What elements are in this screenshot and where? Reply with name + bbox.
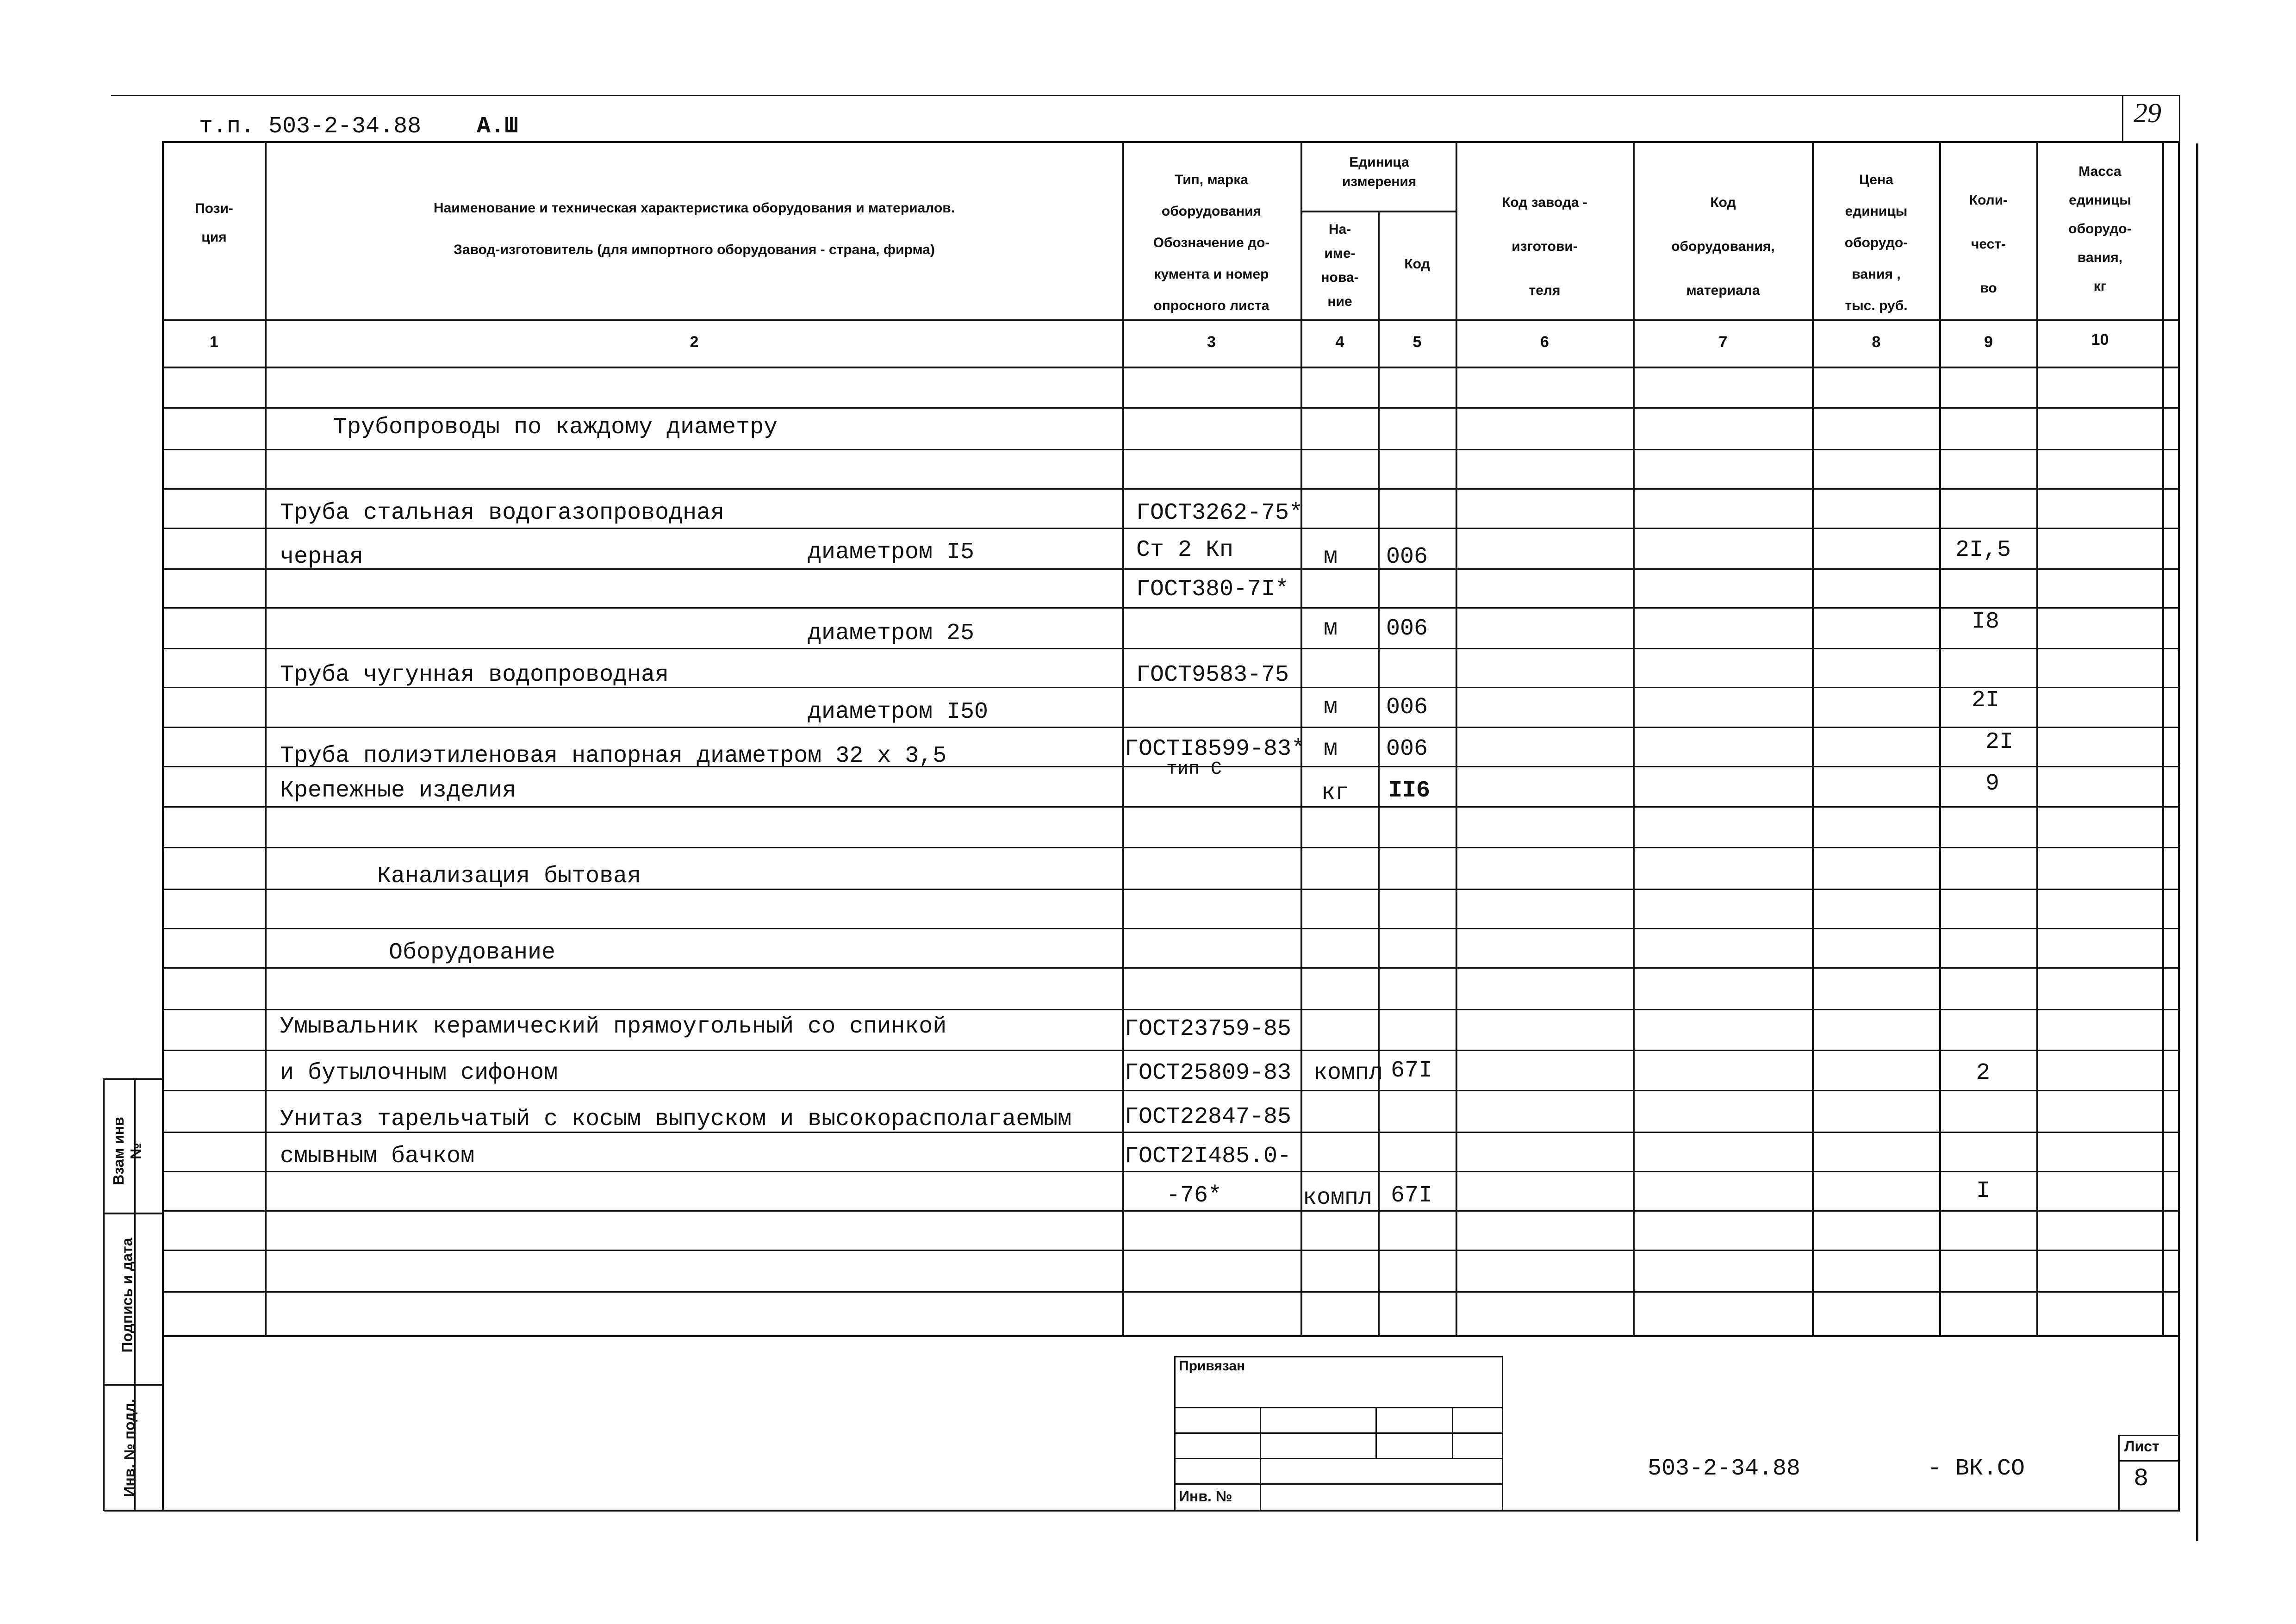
side-label-vzam: Взам инв № xyxy=(110,1117,144,1185)
side-div-1 xyxy=(103,1078,163,1080)
row-qty: I xyxy=(1976,1178,1991,1204)
colnum-7: 7 xyxy=(1718,333,1728,351)
row-doc-2: тип С xyxy=(1166,759,1222,780)
row-doc: ГОСТI8599-83* xyxy=(1125,736,1306,762)
row-name: Трубопроводы по каждому диаметру xyxy=(333,414,778,441)
row-name: черная xyxy=(280,544,364,570)
row-qty: I8 xyxy=(1972,609,2000,635)
header-col10: Масса единицы оборудо- вания, кг xyxy=(2068,164,2132,294)
row-code: II6 xyxy=(1388,778,1431,804)
row-code: 006 xyxy=(1386,544,1428,570)
col-sep-9 xyxy=(2036,141,2038,1335)
row-name-right: диаметром 25 xyxy=(808,620,975,647)
row-line xyxy=(162,1009,2180,1010)
colnum-1: 1 xyxy=(210,333,218,351)
row-line xyxy=(162,806,2180,808)
row-name-right: диаметром I5 xyxy=(808,539,975,566)
side-label-inv: Инв. № подл. xyxy=(121,1399,138,1497)
sheet-number: 8 xyxy=(2134,1465,2149,1493)
col-sep-8 xyxy=(1939,141,1941,1335)
col-sep-10 xyxy=(2162,141,2164,1335)
row-name: Труба стальная водогазопроводная xyxy=(280,500,725,526)
colnum-4: 4 xyxy=(1335,333,1344,351)
right-margin-line xyxy=(2196,143,2198,1541)
stamp-top xyxy=(1174,1356,1503,1357)
sheet-box-top xyxy=(2118,1435,2178,1436)
row-name: Оборудование xyxy=(389,940,556,966)
row-qty: 2I,5 xyxy=(1955,537,2011,563)
row-qty: 2I xyxy=(1985,729,2014,755)
col-sep-5 xyxy=(1456,141,1457,1335)
header-col4: На- име- нова- ние xyxy=(1321,222,1359,309)
stamp-row-4 xyxy=(1174,1483,1503,1485)
row-line xyxy=(162,648,2180,649)
row-line xyxy=(162,407,2180,409)
row-line xyxy=(162,1050,2180,1051)
frame-left-inner xyxy=(162,141,164,1511)
stamp-row-2 xyxy=(1174,1432,1503,1434)
side-label-podpis: Подпись и дата xyxy=(118,1238,136,1353)
stamp-col-3 xyxy=(1452,1407,1453,1458)
row-unit: м xyxy=(1324,694,1338,721)
header-col5: Код xyxy=(1404,256,1430,272)
row-code: 67I xyxy=(1391,1058,1433,1084)
row-doc: ГОСТ3262-75* xyxy=(1136,500,1303,526)
row-doc: ГОСТ380-7I* xyxy=(1136,576,1289,603)
row-line xyxy=(162,488,2180,490)
header-col6: Код завода - изготови- теля xyxy=(1502,195,1587,298)
colnum-5: 5 xyxy=(1412,333,1422,351)
row-name: Крепежные изделия xyxy=(280,778,516,804)
header-col9: Коли- чест- во xyxy=(1969,193,2008,296)
table-colnum-bottom xyxy=(162,367,2180,368)
doc-code: 503-2-34.88 xyxy=(1648,1456,1801,1482)
stamp-inv-label: Инв. № xyxy=(1179,1488,1232,1505)
colnum-10: 10 xyxy=(2091,331,2109,348)
frame-left-outer xyxy=(103,1078,105,1511)
row-unit: м xyxy=(1324,544,1338,570)
row-code: 006 xyxy=(1386,694,1428,721)
col-sep-4 xyxy=(1378,211,1380,1335)
sheet-box-mid xyxy=(2118,1460,2178,1462)
row-line xyxy=(162,967,2180,969)
top-ref: т.п. 503-2-34.88 xyxy=(199,113,422,140)
row-doc: -76* xyxy=(1166,1182,1222,1209)
header-col2: Наименование и техническая характеристика оборудования и материалов. Завод-изготовитель (для импортного оборудования - страна, фирма) xyxy=(433,200,955,257)
col-sep-7 xyxy=(1812,141,1814,1335)
col-sep-2 xyxy=(1122,141,1124,1335)
row-qty: 2I xyxy=(1972,687,2000,714)
row-line xyxy=(162,727,2180,728)
row-unit: м xyxy=(1324,616,1338,642)
row-unit: компл xyxy=(1303,1185,1373,1211)
row-unit: кг xyxy=(1321,780,1350,806)
doc-suffix: - ВК.СО xyxy=(1928,1456,2025,1482)
side-div-2 xyxy=(103,1213,163,1214)
corner-box-left xyxy=(2122,95,2123,141)
row-line xyxy=(162,1291,2180,1293)
row-doc: ГОСТ22847-85 xyxy=(1125,1104,1292,1130)
row-line xyxy=(162,928,2180,929)
colnum-3: 3 xyxy=(1207,333,1216,351)
row-line xyxy=(162,449,2180,450)
unit-group-line xyxy=(1300,211,1456,212)
colnum-8: 8 xyxy=(1872,333,1881,351)
col-sep-6 xyxy=(1633,141,1635,1335)
row-code: 006 xyxy=(1386,736,1428,762)
row-name: Канализация бытовая xyxy=(377,863,641,890)
row-line xyxy=(162,568,2180,570)
row-name: Труба чугунная водопроводная xyxy=(280,662,669,688)
row-qty: 9 xyxy=(1985,771,2000,797)
row-doc: Ст 2 Кп xyxy=(1136,537,1234,563)
row-doc: ГОСТ25809-83 xyxy=(1125,1060,1292,1086)
header-unit-group: Единица измерения xyxy=(1342,155,1417,189)
row-unit: компл xyxy=(1313,1060,1383,1086)
row-code: 006 xyxy=(1386,616,1428,642)
header-col3: Тип, марка оборудования Обозначение до- кумента и номер опросного листа xyxy=(1153,172,1270,313)
row-line xyxy=(162,1250,2180,1251)
top-album: А.Ш xyxy=(477,113,519,140)
row-doc: ГОСТ2I485.0- xyxy=(1125,1143,1292,1170)
table-bottom xyxy=(162,1335,2180,1337)
stamp-col-2 xyxy=(1375,1407,1377,1458)
row-doc: ГОСТ23759-85 xyxy=(1125,1016,1292,1042)
colnum-2: 2 xyxy=(690,333,699,351)
row-line xyxy=(162,1210,2180,1212)
frame-bottom xyxy=(104,1510,2180,1512)
colnum-6: 6 xyxy=(1540,333,1549,351)
stamp-col-1 xyxy=(1260,1407,1261,1511)
row-name: Умывальник керамический прямоугольный со спинкой xyxy=(280,1014,947,1040)
row-line xyxy=(162,607,2180,609)
row-line xyxy=(162,1090,2180,1091)
page-corner-number: 29 xyxy=(2134,98,2161,128)
row-qty: 2 xyxy=(1976,1060,1991,1086)
row-line xyxy=(162,1171,2180,1172)
row-name: Труба полиэтиленовая напорная диаметром 32 х 3,5 xyxy=(280,743,947,769)
row-name: смывным бачком xyxy=(280,1143,475,1170)
row-name-right: диаметром I50 xyxy=(808,699,989,725)
row-name: и бутылочным сифоном xyxy=(280,1060,558,1086)
top-rule xyxy=(111,95,2180,96)
stamp-row-1 xyxy=(1174,1407,1503,1408)
row-line xyxy=(162,528,2180,529)
header-col1: Пози- ция xyxy=(195,201,233,245)
frame-right xyxy=(2178,141,2180,1511)
corner-box-right xyxy=(2179,95,2180,141)
row-name: Унитаз тарельчатый с косым выпуском и высокорасполагаемым xyxy=(280,1106,1072,1132)
sheet-label: Лист xyxy=(2124,1438,2159,1455)
header-col7: Код оборудования, материала xyxy=(1671,195,1775,298)
header-col8: Цена единицы оборудо- вания , тыс. руб. xyxy=(1844,172,1908,313)
row-unit: м xyxy=(1324,736,1338,762)
row-doc: ГОСТ9583-75 xyxy=(1136,662,1289,688)
stamp-row-3 xyxy=(1174,1458,1503,1459)
sheet-box-left xyxy=(2118,1435,2120,1511)
row-code: 67I xyxy=(1391,1182,1433,1209)
row-line xyxy=(162,847,2180,848)
colnum-9: 9 xyxy=(1984,333,1993,351)
side-div-3 xyxy=(103,1384,163,1386)
col-sep-1 xyxy=(265,141,267,1335)
stamp-linked-label: Привязан xyxy=(1179,1358,1245,1374)
table-top xyxy=(162,141,2180,143)
